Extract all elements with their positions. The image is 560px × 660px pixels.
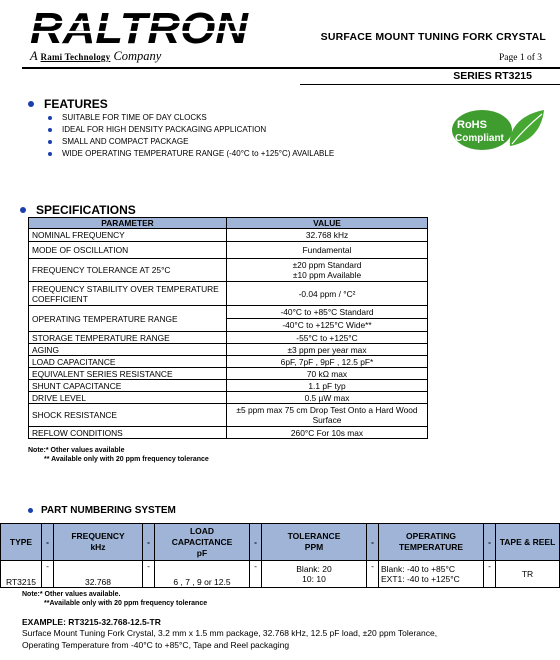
dash-cell: -	[143, 561, 155, 588]
bullet-icon	[20, 207, 26, 213]
param-cell: EQUIVALENT SERIES RESISTANCE	[29, 368, 227, 380]
column-header-dash: -	[143, 524, 155, 561]
tolerance-cell: Blank: 20 10: 10	[262, 561, 367, 588]
column-header-dash: -	[484, 524, 496, 561]
bullet-icon	[48, 152, 52, 156]
value-cell: 260°C For 10s max	[227, 427, 428, 439]
bullet-icon	[48, 128, 52, 132]
param-cell: DRIVE LEVEL	[29, 392, 227, 404]
column-header-dash: -	[367, 524, 379, 561]
rohs-compliant-badge	[452, 106, 546, 152]
value-cell: ±3 ppm per year max	[227, 344, 428, 356]
list-item: WIDE OPERATING TEMPERATURE RANGE (-40°C to +125°C) AVAILABLE	[48, 148, 334, 160]
value-cell: ±20 ppm Standard ±10 ppm Available	[227, 259, 428, 282]
value-cell: Fundamental	[227, 242, 428, 259]
rohs-text: RoHS	[457, 119, 487, 131]
bullet-icon	[28, 508, 33, 513]
part-numbering-table	[0, 523, 560, 588]
header-divider	[22, 67, 560, 69]
value-cell: 32.768 kHz	[227, 229, 428, 242]
table-header-row	[29, 218, 428, 229]
column-header-tolerance: TOLERANCE PPM	[262, 524, 367, 561]
table-row	[29, 332, 428, 344]
tape-reel-cell: TR	[496, 561, 560, 588]
table-row	[1, 561, 560, 588]
load-cell: 6 , 7 , 9 or 12.5	[155, 561, 250, 588]
bullet-icon	[48, 116, 52, 120]
column-header-dash: -	[42, 524, 54, 561]
table-row	[29, 229, 428, 242]
page-number: Page 1 of 3	[498, 53, 542, 63]
bullet-icon	[48, 140, 52, 144]
column-header-load-capacitance: LOAD CAPACITANCE pF	[155, 524, 250, 561]
param-cell: FREQUENCY STABILITY OVER TEMPERATURE COEFFICIENT	[29, 282, 227, 306]
value-cell: 6pF, 7pF , 9pF , 12.5 pF*	[227, 356, 428, 368]
part-numbering-note: Note:* Other values available. **Available only with 20 ppm frequency tolerance	[22, 591, 208, 607]
value-cell: 1.1 pF typ	[227, 380, 428, 392]
column-header-operating-temperature: OPERATING TEMPERATURE	[379, 524, 484, 561]
param-cell: REFLOW CONDITIONS	[29, 427, 227, 439]
table-row	[29, 306, 428, 332]
param-cell: LOAD CAPACITANCE	[29, 356, 227, 368]
logo-tagline: A Rami Technology Company	[30, 49, 162, 63]
table-row	[29, 392, 428, 404]
table-row	[29, 404, 428, 427]
column-header-frequency: FREQUENCY kHz	[54, 524, 143, 561]
param-cell: OPERATING TEMPERATURE RANGE	[29, 306, 227, 332]
dash-cell: -	[484, 561, 496, 588]
value-cell: -0.04 ppm / °C²	[227, 282, 428, 306]
column-header-parameter: PARAMETER	[29, 218, 227, 229]
bullet-icon	[28, 101, 34, 107]
value-cell: ±5 ppm max 75 cm Drop Test Onto a Hard Wood Surface	[227, 404, 428, 427]
list-item: SUITABLE FOR TIME OF DAY CLOCKS	[48, 112, 334, 124]
dash-cell: -	[42, 561, 54, 588]
table-row	[29, 242, 428, 259]
compliant-text: Compliant	[455, 133, 504, 144]
column-header-dash: -	[250, 524, 262, 561]
param-cell: SHUNT CAPACITANCE	[29, 380, 227, 392]
frequency-cell: 32.768	[54, 561, 143, 588]
series-label: SERIES RT3215	[453, 70, 532, 82]
value-cell: -55°C to +125°C	[227, 332, 428, 344]
column-header-type: TYPE	[1, 524, 42, 561]
column-header-tape-reel: TAPE & REEL	[496, 524, 560, 561]
list-item: SMALL AND COMPACT PACKAGE	[48, 136, 334, 148]
example-description: Surface Mount Tuning Fork Crystal, 3.2 mm x 1.5 mm package, 32.768 kHz, 12.5 pF load, ±20 ppm Tolerance, Operating Temperature from -40°C to +85°C, Tape and Reel packaging	[22, 628, 438, 650]
example-title: EXAMPLE: RT3215-32.768-12.5-TR	[22, 617, 161, 627]
param-cell: NOMINAL FREQUENCY	[29, 229, 227, 242]
features-list	[48, 112, 334, 160]
specifications-table	[28, 217, 428, 439]
table-row	[29, 344, 428, 356]
param-cell: FREQUENCY TOLERANCE AT 25°C	[29, 259, 227, 282]
specifications-note: Note:* Other values available ** Available only with 20 ppm frequency tolerance	[28, 447, 209, 463]
table-row	[29, 380, 428, 392]
document-title: SURFACE MOUNT TUNING FORK CRYSTAL	[320, 31, 546, 43]
table-row	[29, 368, 428, 380]
table-row	[29, 356, 428, 368]
logo-wordmark: RALTRON	[30, 8, 250, 48]
value-cell: -40°C to +85°C Standard -40°C to +125°C Wide**	[227, 306, 428, 332]
raltron-logo	[30, 8, 250, 48]
column-header-value: VALUE	[227, 218, 428, 229]
value-cell: 0.5 µW max	[227, 392, 428, 404]
dash-cell: -	[250, 561, 262, 588]
type-cell: RT3215	[1, 561, 42, 588]
table-row	[29, 282, 428, 306]
series-divider	[300, 84, 560, 85]
table-header-row	[1, 524, 560, 561]
specifications-heading: SPECIFICATIONS	[20, 203, 136, 217]
table-row	[29, 259, 428, 282]
operating-temperature-cell: Blank: -40 to +85°C EXT1: -40 to +125°C	[379, 561, 484, 588]
features-heading: FEATURES	[28, 97, 108, 111]
list-item: IDEAL FOR HIGH DENSITY PACKAGING APPLICATION	[48, 124, 334, 136]
param-cell: STORAGE TEMPERATURE RANGE	[29, 332, 227, 344]
value-cell: 70 kΩ max	[227, 368, 428, 380]
part-numbering-heading: PART NUMBERING SYSTEM	[28, 505, 176, 516]
param-cell: MODE OF OSCILLATION	[29, 242, 227, 259]
rami-technology-brand: Rami Technology	[40, 52, 111, 62]
dash-cell: -	[367, 561, 379, 588]
param-cell: AGING	[29, 344, 227, 356]
param-cell: SHOCK RESISTANCE	[29, 404, 227, 427]
table-row	[29, 427, 428, 439]
